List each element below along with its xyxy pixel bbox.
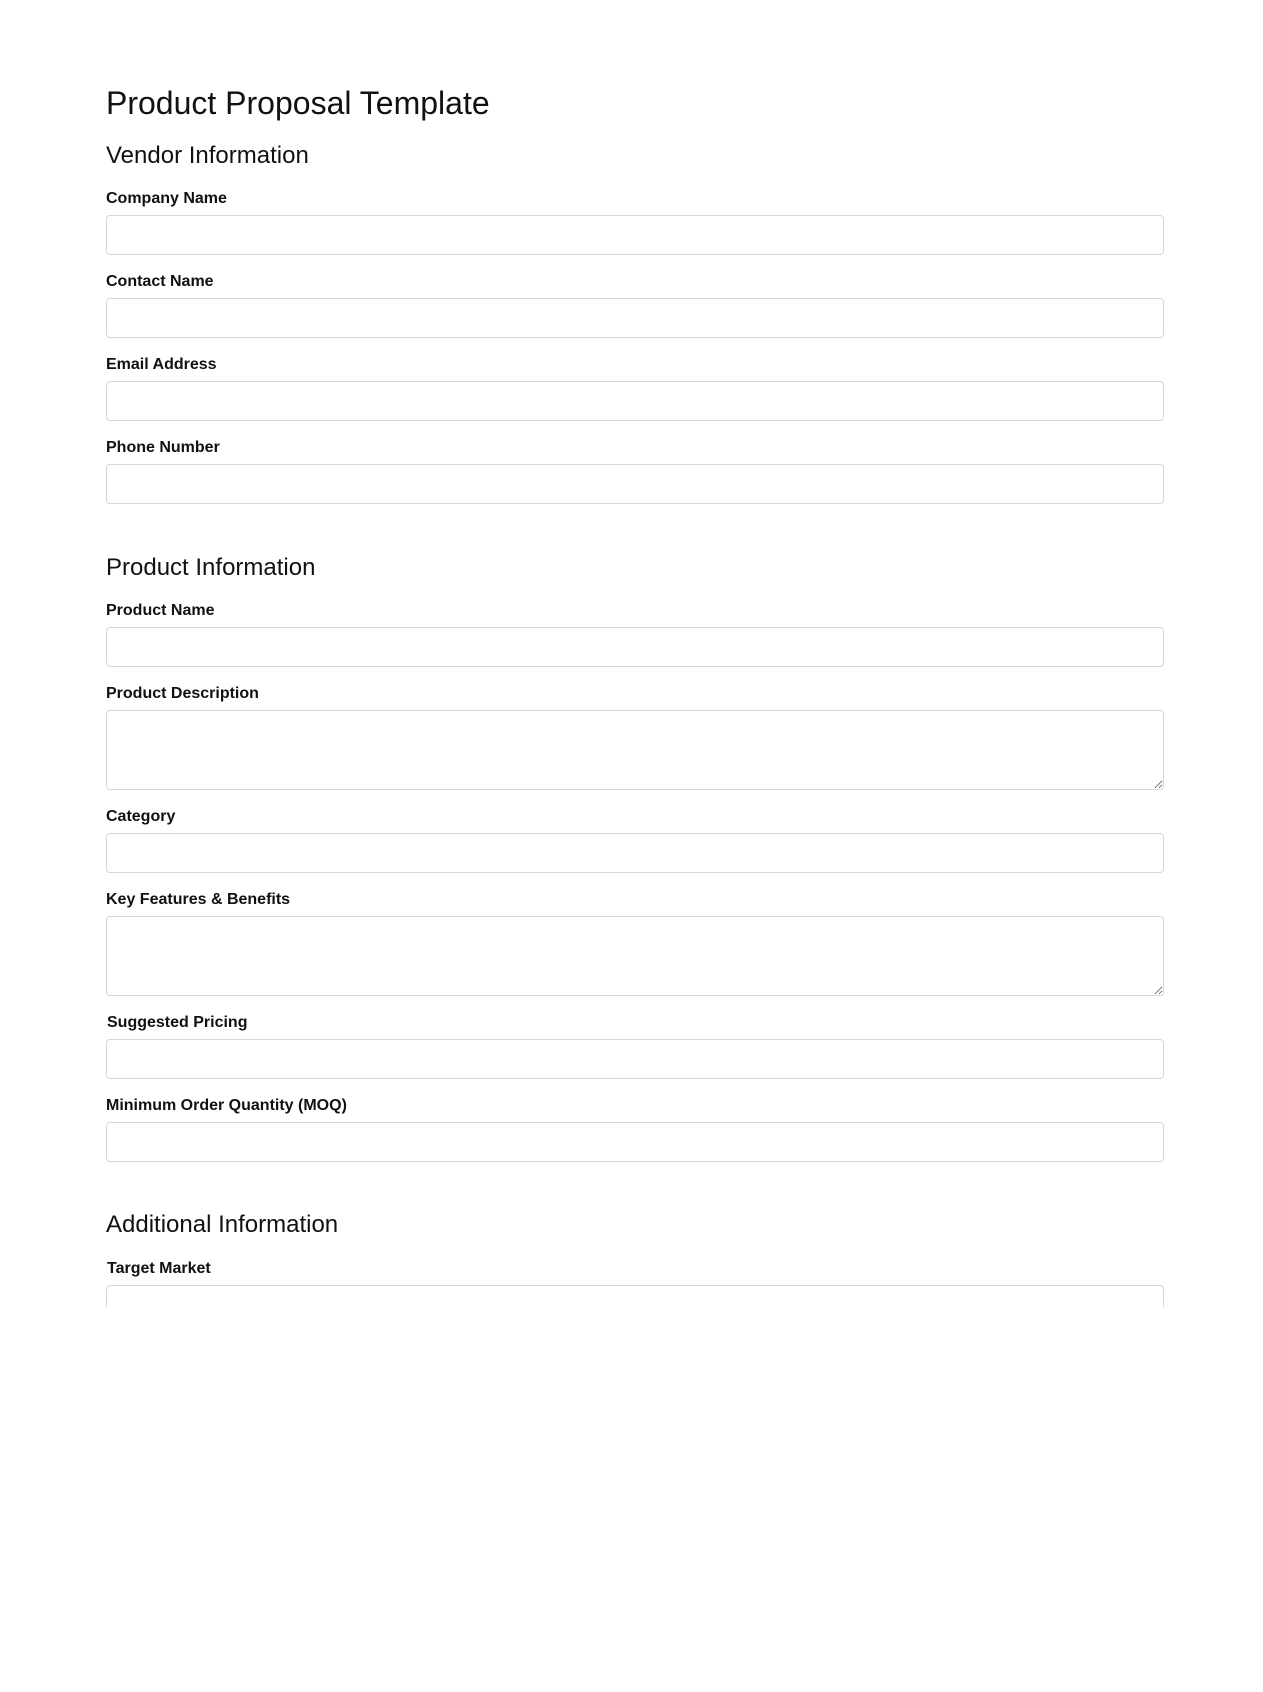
moq-label: Minimum Order Quantity (MOQ) [106,1097,347,1114]
target-market-input[interactable] [106,1285,1164,1307]
category-input[interactable] [106,833,1164,873]
contact-name-input[interactable] [106,298,1164,338]
company-name-label: Company Name [106,190,227,207]
product-description-label: Product Description [106,685,259,702]
phone-number-label: Phone Number [106,439,220,456]
suggested-pricing-input[interactable] [106,1039,1164,1079]
page-title: Product Proposal Template [106,85,490,121]
category-label: Category [106,808,176,825]
suggested-pricing-label: Suggested Pricing [107,1014,248,1031]
target-market-label: Target Market [107,1260,211,1277]
proposal-form [106,0,1164,1307]
section-title-additional-information: Additional Information [106,1211,339,1238]
product-name-label: Product Name [106,602,215,619]
moq-input[interactable] [106,1122,1164,1162]
contact-name-label: Contact Name [106,273,214,290]
key-features-label: Key Features & Benefits [106,891,291,908]
product-description-textarea[interactable] [106,710,1164,790]
section-title-vendor-information: Vendor Information [106,142,309,169]
email-address-input[interactable] [106,381,1164,421]
company-name-input[interactable] [106,215,1164,255]
product-name-input[interactable] [106,627,1164,667]
section-title-product-information: Product Information [106,554,316,581]
key-features-textarea[interactable] [106,916,1164,996]
phone-number-input[interactable] [106,464,1164,504]
email-address-label: Email Address [106,356,217,373]
